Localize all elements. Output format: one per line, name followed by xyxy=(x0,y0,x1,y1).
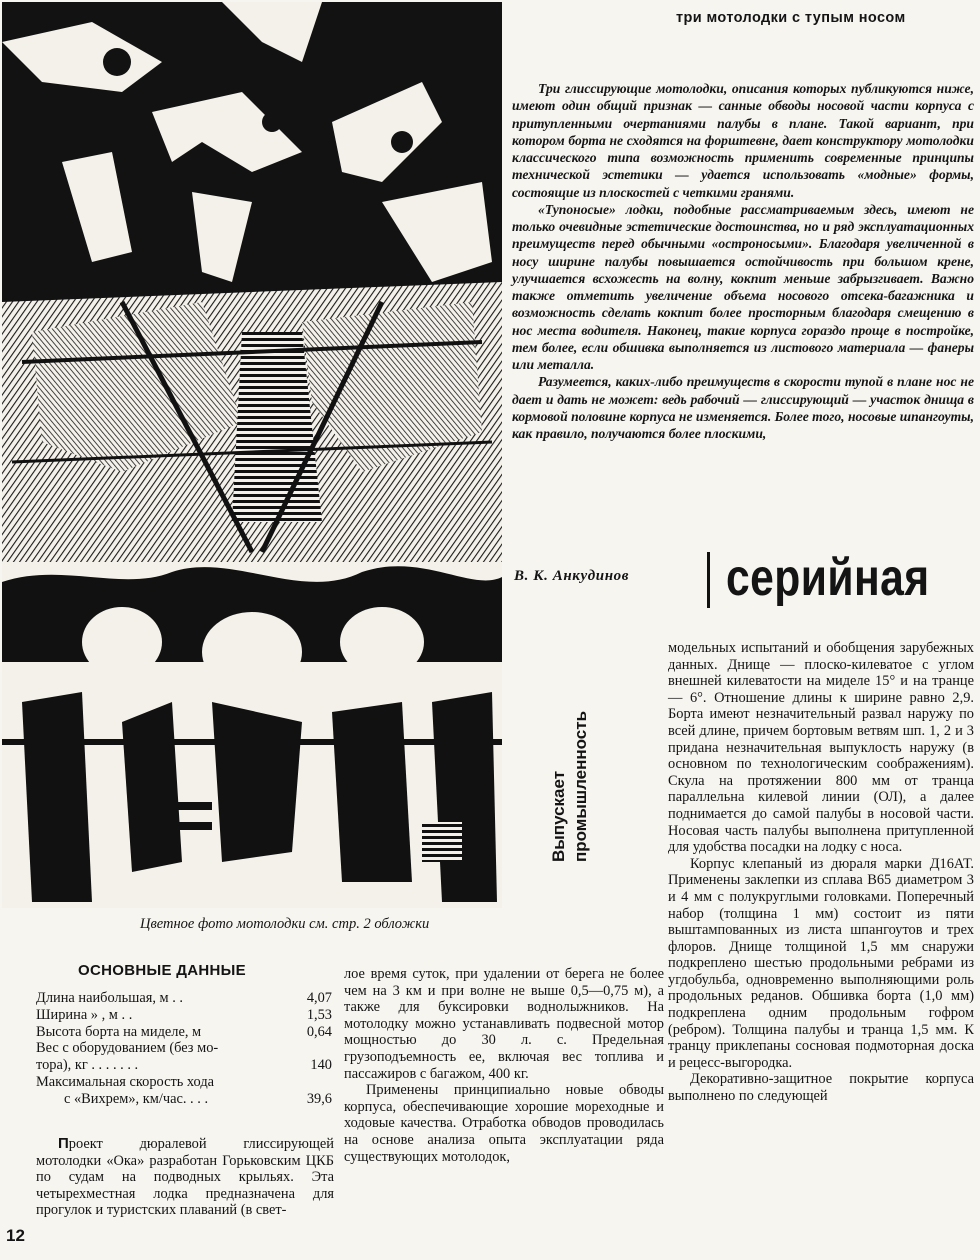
intro-text xyxy=(512,80,974,442)
article-title: серийная xyxy=(726,549,930,607)
body-column-right xyxy=(668,640,974,1105)
page-number: 12 xyxy=(6,1226,25,1245)
linocut-boat-illustration xyxy=(2,2,502,908)
body-paragraph: Корпус клепаный из дюраля марки Д16АТ. Применены заклепки из сплава В65 диаметром 3 и 4 мм с полукруглыми головками. Поперечный набор (толщина 1 мм) состоит из пяти выштампованных из листа шпангоутов и трех флоров. Днище толщиной 1,5 мм снаружи подкреплено шестью продольными ребрами из угдобульба, одновременно выполняющими роль продольных реданов. Обшивка борта (1,0 мм) подкреплена одним продольным гофром (ребром). Толщина палубы и транца 1,5 мм. К транцу приклепаны сосновая подмоторная доска и рецесс-выгородка. xyxy=(668,855,974,1071)
spec-label: с «Вихрем», км/час. . . . xyxy=(64,1090,209,1107)
spec-row xyxy=(36,1024,332,1041)
spec-label: Длина наибольшая, м . . xyxy=(36,990,184,1006)
spec-value: 140 xyxy=(310,1057,332,1074)
spec-value: 4,07 xyxy=(306,990,332,1006)
body-column-middle xyxy=(344,966,664,1165)
specs-table xyxy=(36,990,332,1108)
body-paragraph: модельных испытаний и обобщения зарубежных данных. Днище — плоско-килеватое с углом внешней килеватости на миделе 15° и на транце — 6°. Отношение длины к ширине равно 2,9. Борта имеют незначительный развал наружу по всей длине, причем бортовым ветвям шп. 1, 2 и 3 придана незначительная выпуклость наружу (в основном по технологическим соображениям). Скула на протяжении 800 мм от транца параллельна килевой линии (ОЛ), а далее поднимается до самой палубы в носовой части. Носовая часть палубы выполнена притупленной для удобства посадки на лодку с носа. xyxy=(668,640,974,856)
rubric-line-2: промышленность xyxy=(571,710,590,862)
body-column-left xyxy=(36,1136,334,1219)
spec-row xyxy=(36,990,332,1007)
body-paragraph-text: роект дюралевой глиссирующей мотолодки «Ока» разработан Горьковским ЦКБ по судам на подводных крыльях. Эта четырехместная лодка предназначена для прогулок и туристских плаваний (в свет- xyxy=(36,1136,334,1219)
author-name: В. К. Анкудинов xyxy=(514,568,630,584)
specs-heading: ОСНОВНЫЕ ДАННЫЕ xyxy=(78,962,246,979)
spec-row xyxy=(36,1007,332,1024)
spec-row xyxy=(36,1074,332,1091)
spec-row xyxy=(36,1057,332,1074)
spec-row xyxy=(36,1091,332,1108)
section-rubric xyxy=(548,612,592,862)
photo-caption: Цветное фото мотолодки см. стр. 2 обложки xyxy=(140,916,430,932)
spec-label: Вес с оборудованием (без мо- xyxy=(36,1040,219,1057)
spec-label: Ширина » , м . . xyxy=(36,1006,133,1023)
body-paragraph xyxy=(36,1136,334,1219)
spec-label: Высота борта на миделе, м xyxy=(36,1023,202,1040)
title-divider xyxy=(707,552,710,608)
running-title: три мотолодки с тупым носом xyxy=(676,10,906,26)
spec-row xyxy=(36,1040,332,1057)
spec-value: 39,6 xyxy=(306,1090,332,1107)
intro-paragraph: Три глиссирующие мотолодки, описания которых публикуются ниже, имеют один общий признак — санные обводы носовой части корпуса с притупленными очертаниями палубы в плане. Такой вариант, при котором борта не сходятся на форштевне, дает конструктору мотолодки классического типа возможность применить современные принципы технической эстетики — удается использовать «модные» формы, состоящие из плоскостей с четкими гранями. xyxy=(512,81,974,200)
body-paragraph: лое время суток, при удалении от берега не более чем на 3 км и при волне не выше 0,5—0,75 м), а также для буксировки воднолыжников. На мотолодку можно устанавливать подвесной мотор мощностью до 30 л. с. Предельная грузоподъемность ее, включая вес топлива и пассажиров с багажом, 400 кг. xyxy=(344,966,664,1082)
spec-value: 1,53 xyxy=(306,1006,332,1023)
spec-label: Максимальная скорость хода xyxy=(36,1073,215,1090)
body-paragraph: Декоративно-защитное покрытие корпуса выполнено по следующей xyxy=(668,1071,974,1105)
body-paragraph: Применены принципиально новые обводы корпуса, обеспечивающие хорошие мореходные и ходовые качества. Отработка обводов проводилась на основе анализа опыта эксплуатации ряда существующих мотолодок, xyxy=(344,1082,664,1165)
intro-paragraph: Разумеется, каких-либо преимуществ в скорости тупой в плане нос не дает и дать не может: ведь рабочий — глиссирующий — участок днища в кормовой половине корпуса не изменяется. Более того, носовые шпангоуты, как правило, получаются более плоскими, xyxy=(512,374,974,441)
rubric-line-1: Выпускает xyxy=(549,770,568,862)
drop-cap: П xyxy=(58,1135,69,1152)
spec-label: тора), кг . . . . . . . xyxy=(36,1057,139,1074)
spec-value: 0,64 xyxy=(306,1023,332,1040)
intro-paragraph: «Тупоносые» лодки, подобные рассматриваемым здесь, имеют не только очевидные эстетические достоинства, но и ряд эксплуатационных преимуществ перед обычными «остроносыми». Благодаря увеличенной в носу ширине палубы повышается остойчивость при большом крене, улучшается всхожесть на волну, кокпит меньше забрызгивает. Важно также отметить увеличение объема носового отсека-багажника и возможность сделать кокпит более просторным благодаря смещению в нос места водителя. Наконец, такие корпуса гораздо проще в постройке, тем более, если обшивка выполняется из листового материала — фанеры или металла. xyxy=(512,201,974,372)
